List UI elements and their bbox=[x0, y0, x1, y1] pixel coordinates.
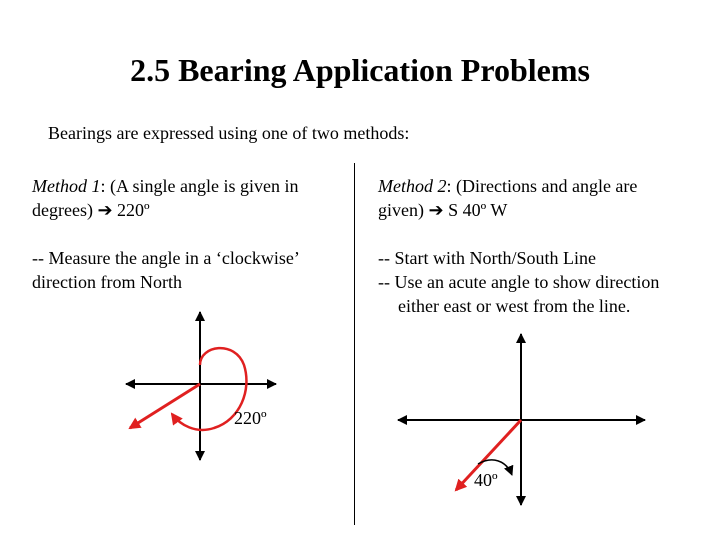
method2-instruction-3: either east or west from the line. bbox=[398, 296, 631, 316]
method2-heading: Method 2 bbox=[378, 176, 447, 196]
method2-line2: given) ➔ S 40º W bbox=[378, 200, 508, 220]
diagram2-angle-label: 40º bbox=[474, 470, 498, 490]
method2-instruction-2: -- Use an acute angle to show direction bbox=[378, 272, 660, 292]
slide-title: 2.5 Bearing Application Problems bbox=[130, 52, 590, 88]
method2-line1-rest: : (Directions and angle are bbox=[446, 176, 638, 196]
diagram1-bearing-line bbox=[130, 384, 200, 428]
method1-instruction-2: direction from North bbox=[32, 272, 182, 292]
diagram1-angle-label: 220º bbox=[234, 408, 267, 428]
method1-line2: degrees) ➔ 220º bbox=[32, 200, 150, 220]
diagram2 bbox=[398, 334, 645, 505]
method2-instruction-1: -- Start with North/South Line bbox=[378, 248, 596, 268]
method1-line1-rest: : (A single angle is given in bbox=[100, 176, 299, 196]
diagram1 bbox=[126, 312, 276, 460]
intro-text: Bearings are expressed using one of two methods: bbox=[48, 123, 410, 143]
method1-instruction-1: -- Measure the angle in a ‘clockwise’ bbox=[32, 248, 300, 268]
method1-heading: Method 1 bbox=[32, 176, 101, 196]
